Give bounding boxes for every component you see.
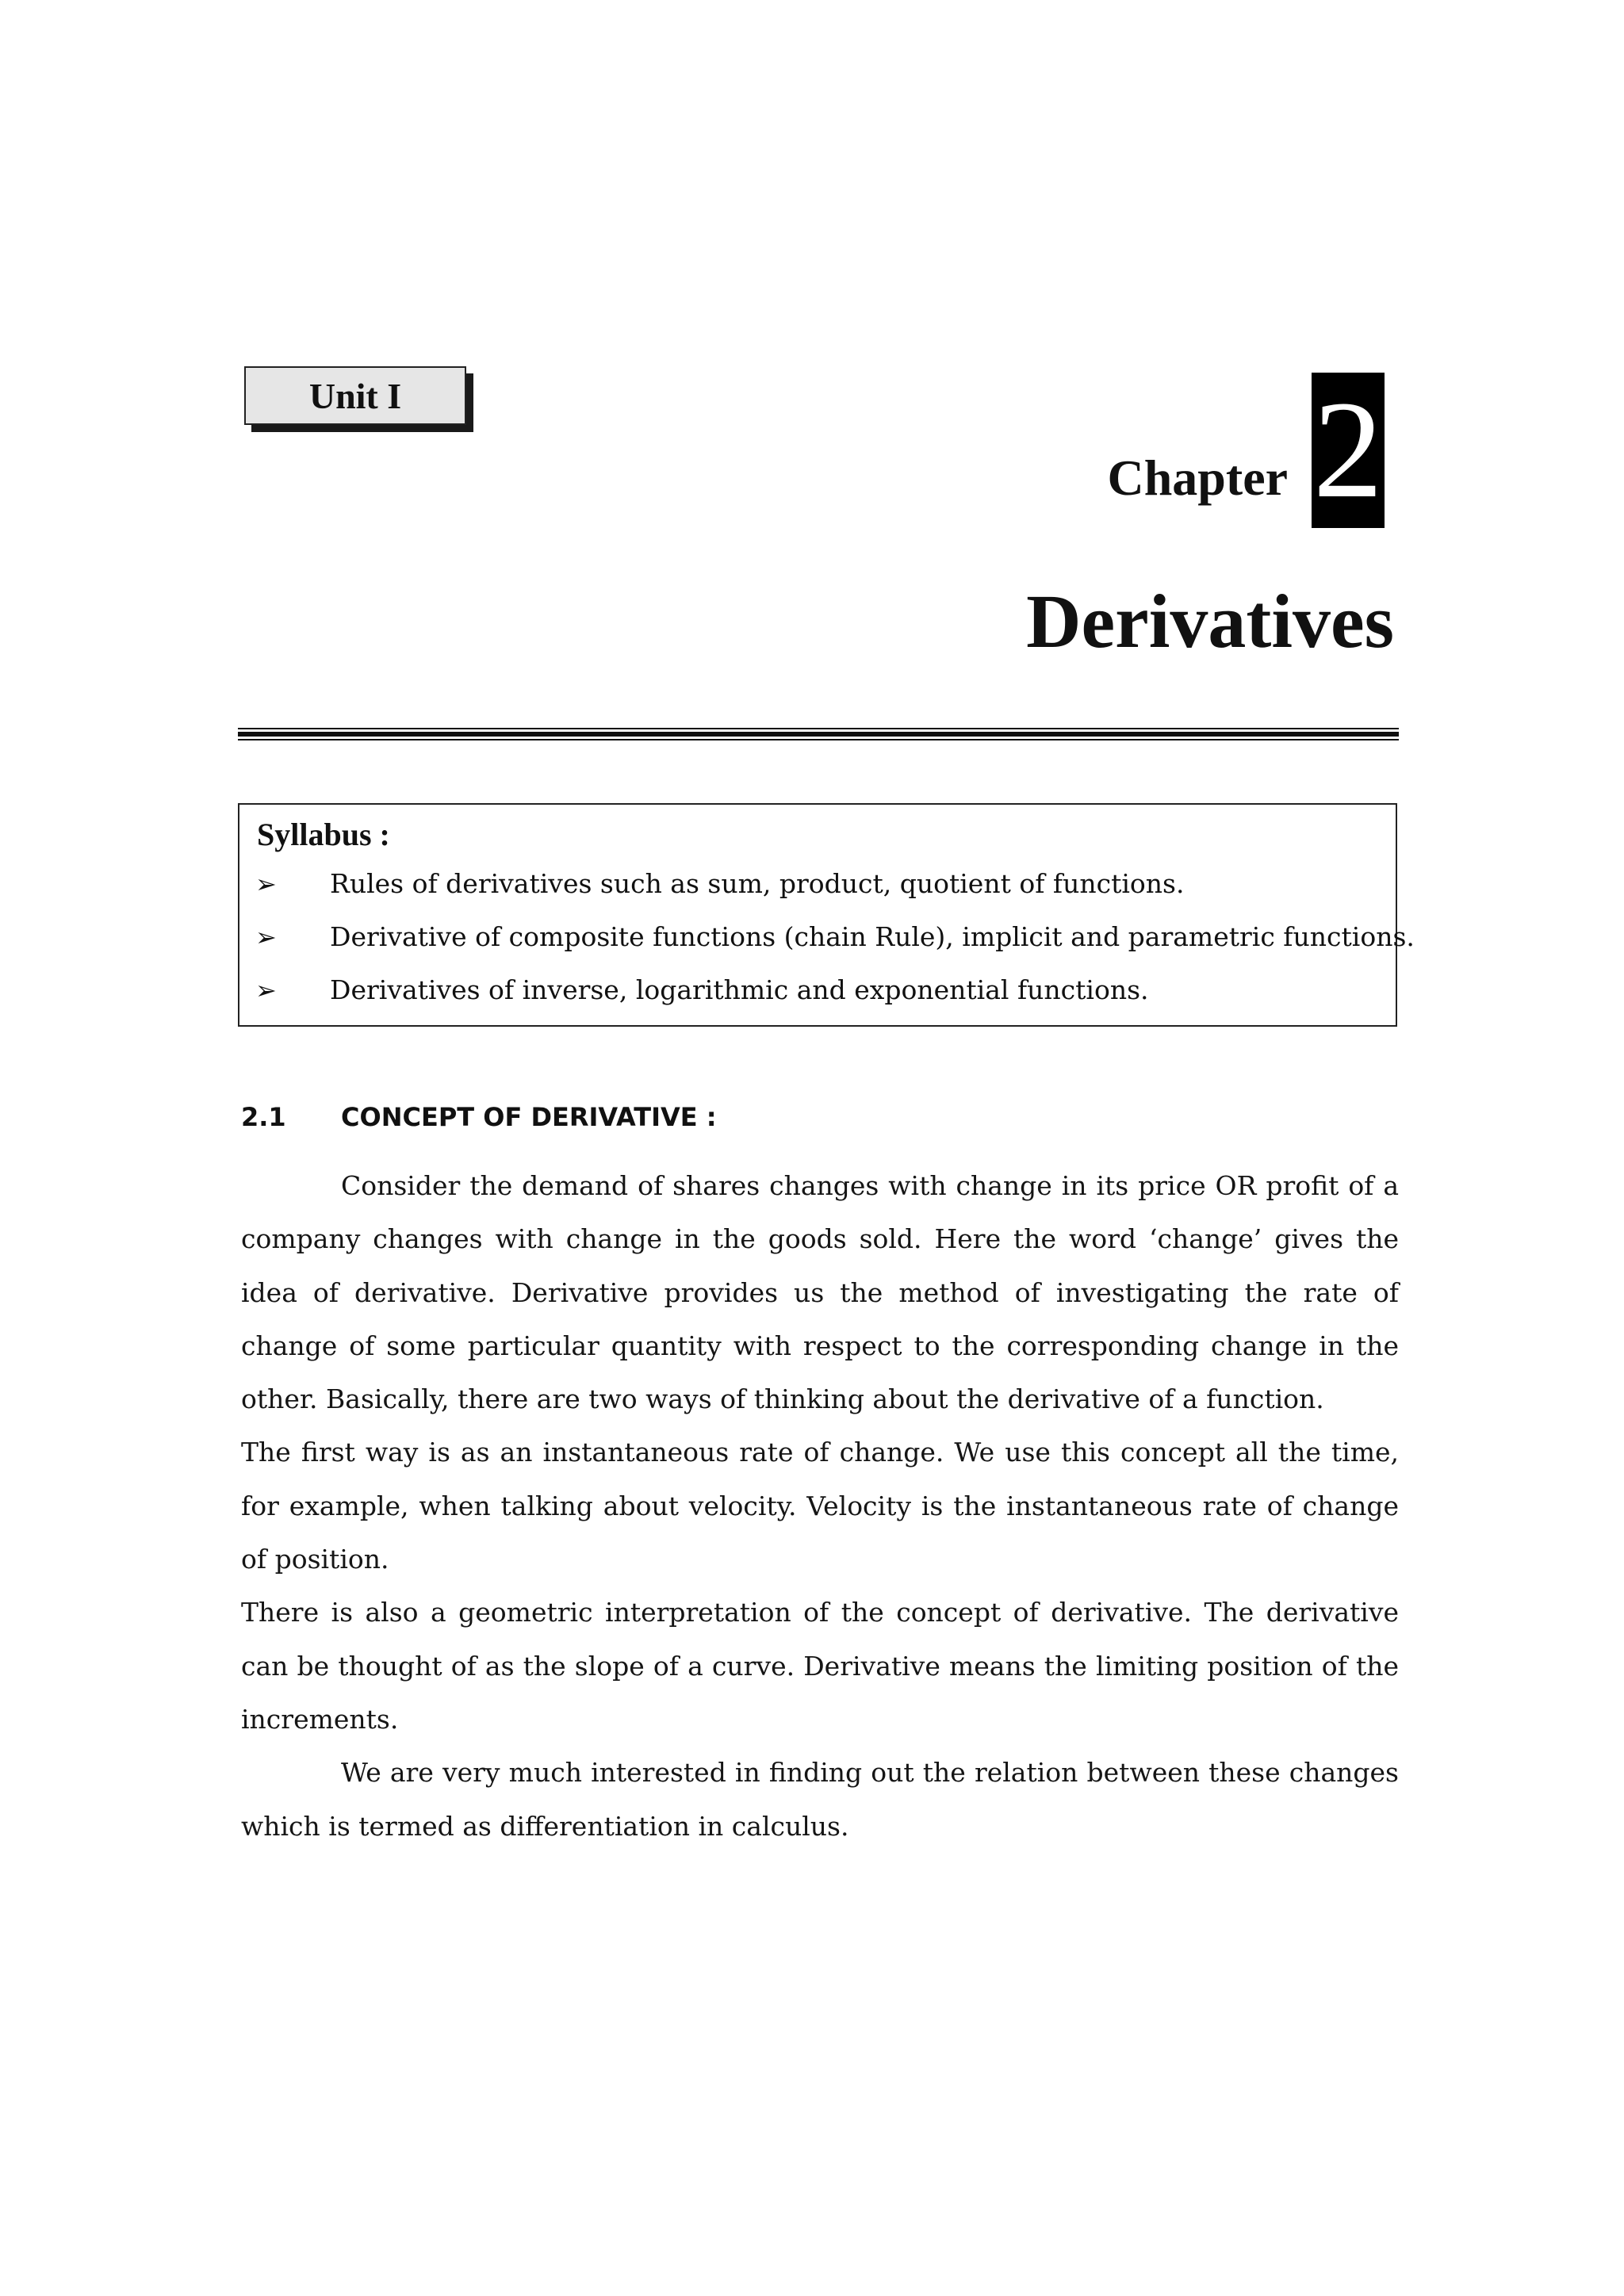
divider-line-bottom [238,739,1399,740]
syllabus-item-text: Derivative of composite functions (chain Rule), implicit and parametric functions. [330,921,1415,952]
syllabus-item-text: Derivatives of inverse, logarithmic and exponential functions. [330,974,1149,1005]
title-divider [238,728,1399,743]
chapter-word: Chapter [1107,450,1288,506]
section-number: 2.1 [241,1102,286,1132]
body-text [241,1159,1399,1853]
arrow-bullet-icon: ➢ [255,922,277,952]
syllabus-title: Syllabus : [257,817,390,852]
arrow-bullet-icon: ➢ [255,869,277,899]
syllabus-box [238,803,1415,1027]
syllabus-item-text: Rules of derivatives such as sum, product, quotient of functions. [330,868,1185,899]
paragraph: Consider the demand of shares changes with change in its price OR profit of a company changes with change in the goods sold. Here the word ‘change’ gives the idea of derivative. Derivative provides us the method of investigating the rate of change of some particular quantity with respect to the corresponding change in the other. Basically, there are two ways of thinking about the derivative of a function. [241,1170,1399,1415]
unit-label: Unit I [308,375,402,416]
arrow-bullet-icon: ➢ [255,975,277,1005]
syllabus-item [255,974,1149,1005]
paragraph: There is also a geometric interpretation of the concept of derivative. The derivative can be thought of as the slope of a curve. Derivative means the limiting position of the increments. [241,1597,1399,1735]
syllabus-item [255,868,1184,899]
divider-line-top [238,728,1399,729]
paragraph: We are very much interested in finding out the relation between these changes which is termed as differentiation in calculus. [241,1757,1399,1842]
section-title: CONCEPT OF DERIVATIVE : [341,1102,717,1132]
syllabus-item [255,921,1415,952]
chapter-number-badge: 2 [1313,373,1383,527]
chapter-title: Derivatives [1026,579,1394,664]
unit-label-box [244,366,466,425]
divider-line-middle [238,732,1399,737]
paragraph: The first way is as an instantaneous rate of change. We use this concept all the time, for example, when talking about velocity. Velocity is the instantaneous rate of change of position. [241,1437,1399,1575]
